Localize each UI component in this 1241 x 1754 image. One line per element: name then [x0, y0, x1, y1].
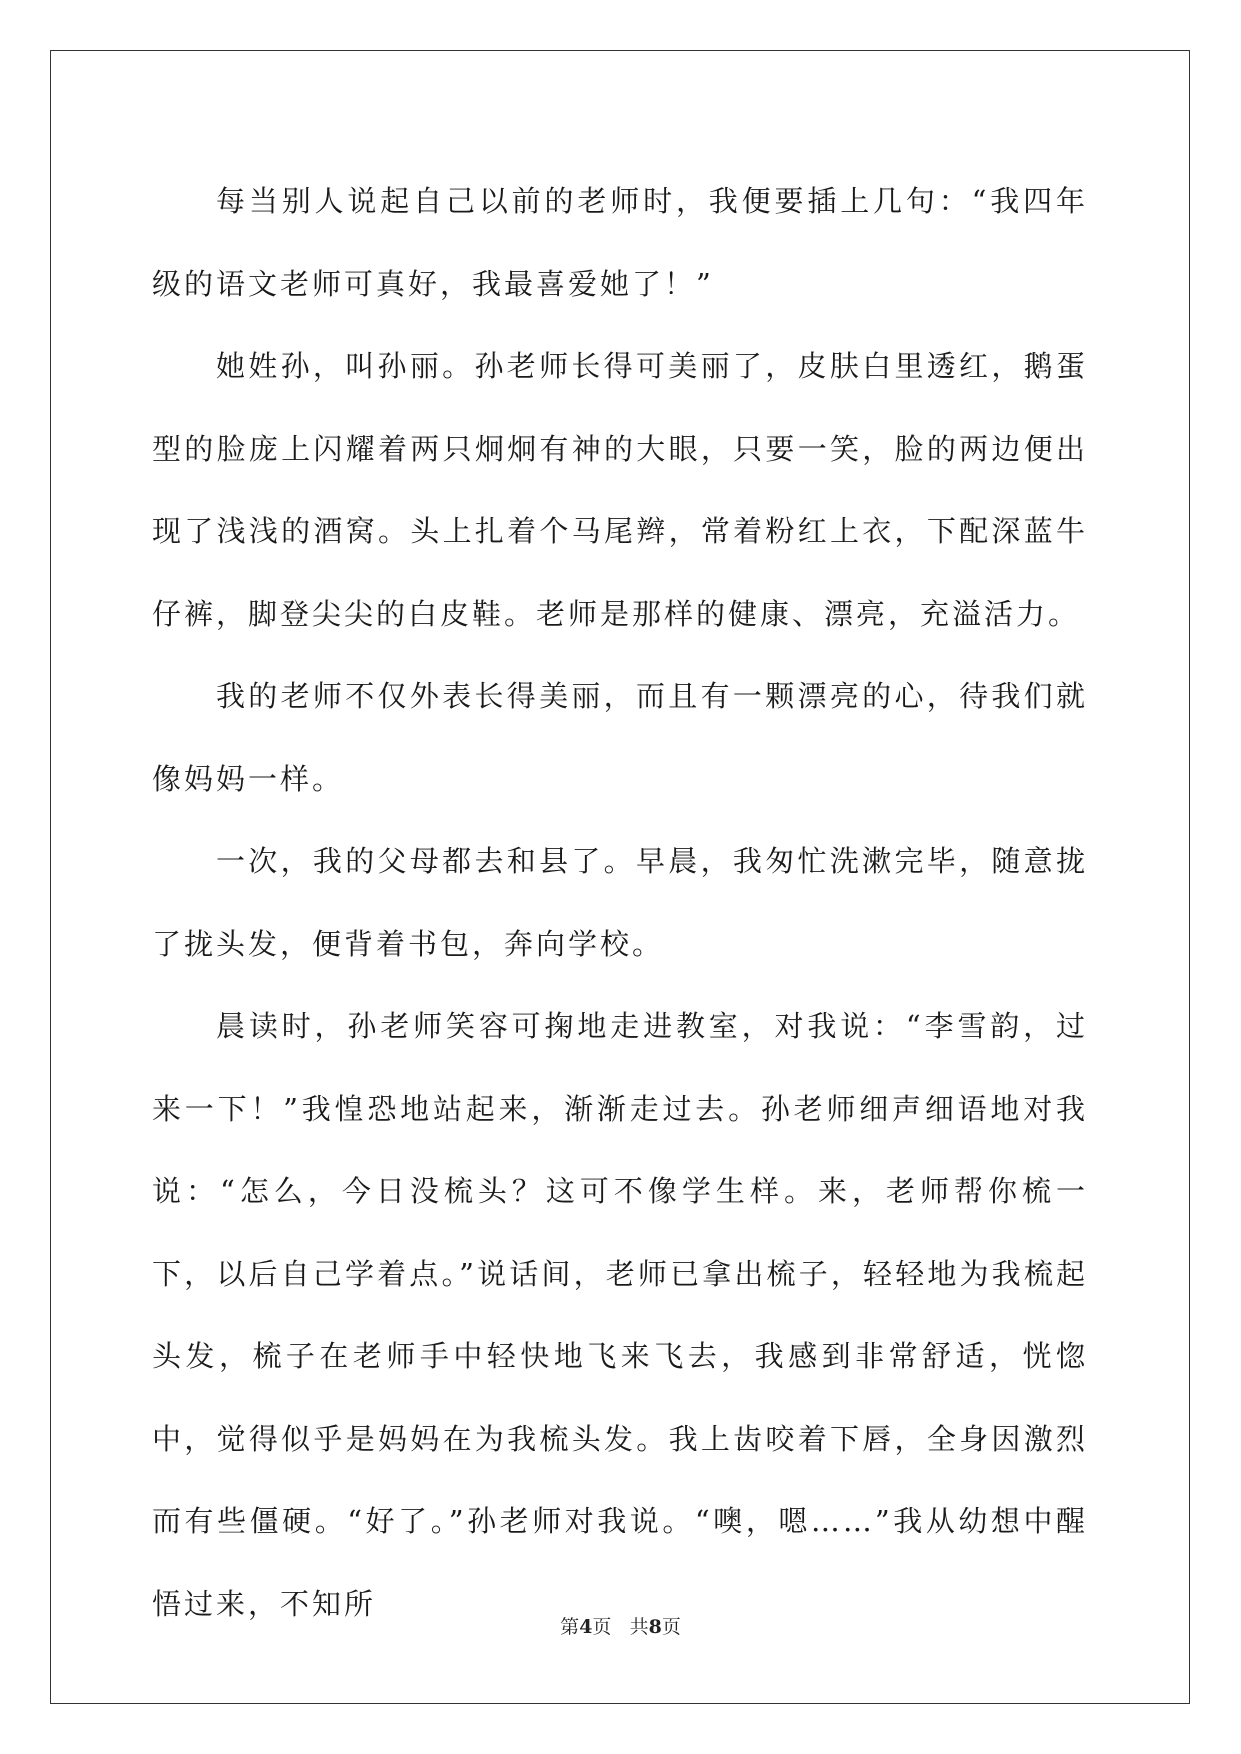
paragraph: 我的老师不仅外表长得美丽，而且有一颗漂亮的心，待我们就像妈妈一样。 [152, 679, 1088, 796]
page-prefix: 第 [560, 1616, 580, 1638]
page-number-footer [0, 1612, 1241, 1639]
document-body [152, 160, 1088, 1645]
total-suffix: 页 [661, 1616, 681, 1638]
total-prefix: 共 [629, 1616, 649, 1638]
paragraph: 一次，我的父母都去和县了。早晨，我匆忙洗漱完毕，随意拢了拢头发，便背着书包，奔向学校。 [152, 844, 1088, 961]
current-page-number: 4 [579, 1616, 593, 1638]
total-pages-number: 8 [648, 1616, 662, 1638]
paragraph: 她姓孙，叫孙丽。孙老师长得可美丽了，皮肤白里透红，鹅蛋型的脸庞上闪耀着两只炯炯有神的大眼，只要一笑，脸的两边便出现了浅浅的酒窝。头上扎着个马尾辫，常着粉红上衣，下配深蓝牛仔裤，脚登尖尖的白皮鞋。老师是那样的健康、漂亮，充溢活力。 [152, 349, 1088, 631]
paragraph: 每当别人说起自己以前的老师时，我便要插上几句：“我四年级的语文老师可真好，我最喜爱她了！” [152, 184, 1088, 301]
page-suffix: 页 [592, 1616, 612, 1638]
paragraph: 晨读时，孙老师笑容可掬地走进教室，对我说：“李雪韵，过来一下！”我惶恐地站起来，渐渐走过去。孙老师细声细语地对我说：“怎么，今日没梳头？这可不像学生样。来，老师帮你梳一下，以后自己学着点。”说话间，老师已拿出梳子，轻轻地为我梳起头发，梳子在老师手中轻快地飞来飞去，我感到非常舒适，恍惚中，觉得似乎是妈妈在为我梳头发。我上齿咬着下唇，全身因激烈而有些僵硬。“好了。”孙老师对我说。“噢，嗯……”我从幼想中醒悟过来，不知所 [152, 1009, 1088, 1621]
